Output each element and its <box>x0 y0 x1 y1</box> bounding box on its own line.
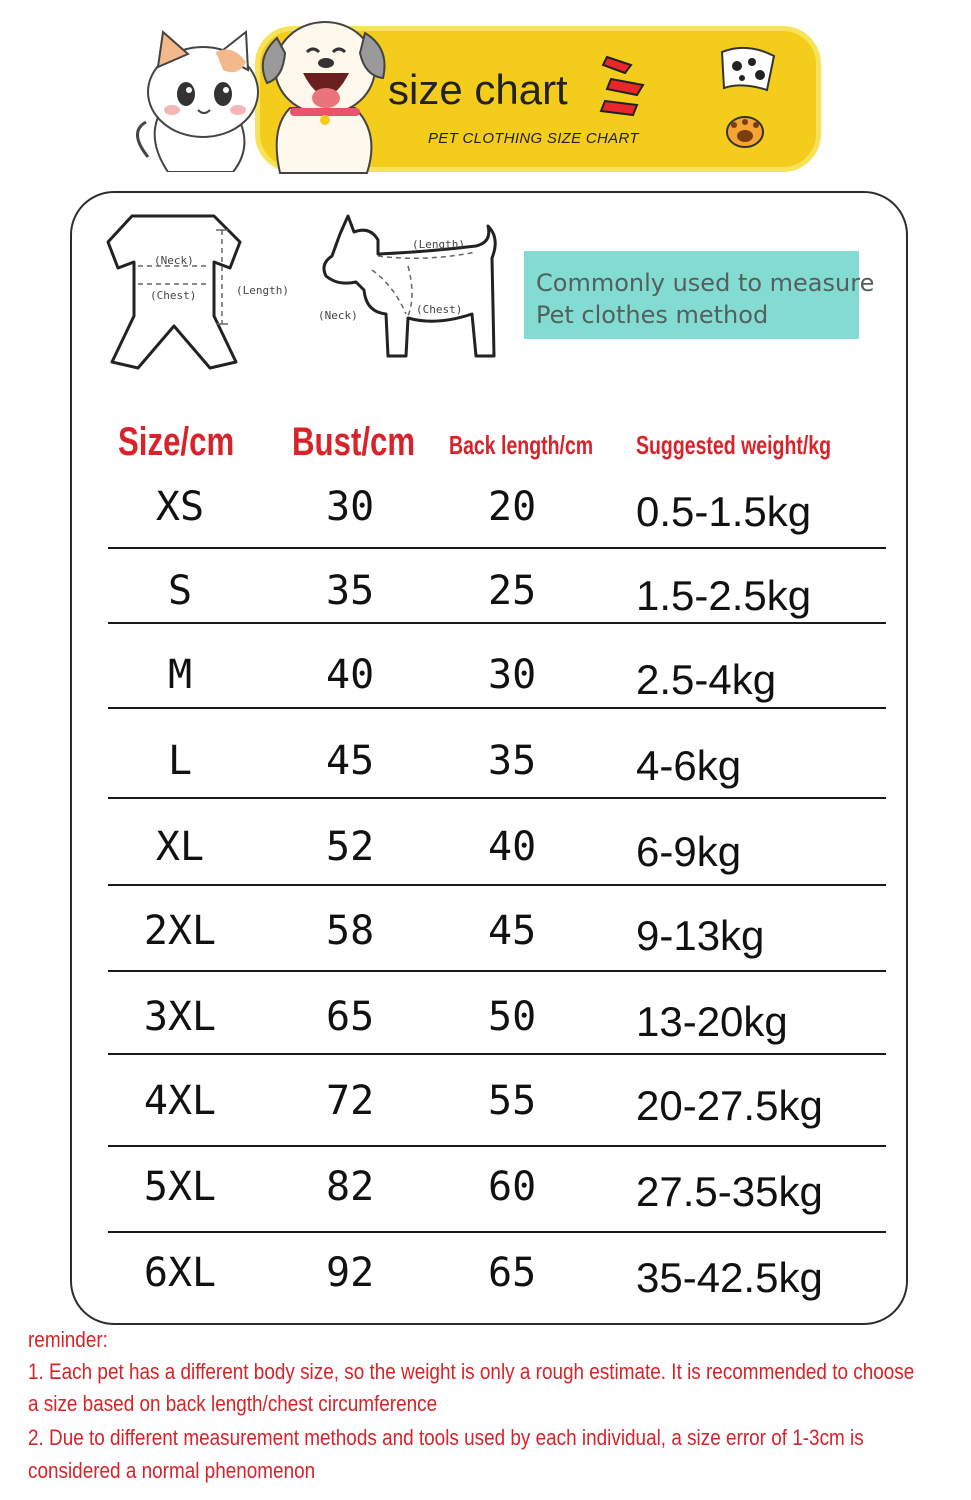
banner-title: size chart <box>388 66 568 113</box>
cell-size: 3XL <box>143 994 217 1040</box>
dog-diagram <box>316 206 506 366</box>
cell-back: 20 <box>488 484 537 530</box>
dog-neck-label: (Neck) <box>318 309 358 322</box>
cell-back: 45 <box>488 908 537 954</box>
garment-neck-label: (Neck) <box>154 254 194 267</box>
header-bust: Bust/cm <box>292 420 416 464</box>
cell-size: 5XL <box>143 1164 217 1210</box>
cell-weight: 27.5-35kg <box>636 1168 823 1215</box>
row-divider <box>108 547 886 549</box>
garment-chest-label: (Chest) <box>150 289 197 302</box>
cell-size: XL <box>155 824 205 870</box>
dog-length-label: (Length) <box>412 238 465 251</box>
reminder-line-4: considered a normal phenomenon <box>28 1458 316 1483</box>
cell-back: 30 <box>488 652 537 698</box>
header-suggested-weight: Suggested weight/kg <box>636 430 832 460</box>
cell-back: 60 <box>488 1164 537 1210</box>
cell-weight: 9-13kg <box>636 912 765 959</box>
row-divider <box>108 797 886 799</box>
cell-bust: 58 <box>326 908 375 954</box>
cell-weight: 4-6kg <box>636 742 742 789</box>
cell-weight: 0.5-1.5kg <box>636 488 812 535</box>
cell-back: 65 <box>488 1250 537 1296</box>
cell-size: L <box>167 738 193 784</box>
cell-bust: 72 <box>326 1078 375 1124</box>
cell-bust: 40 <box>326 652 375 698</box>
reminder-line-3: 2. Due to different measurement methods and tools used by each individual, a size error of 1-3cm is <box>28 1425 864 1450</box>
row-divider <box>108 622 886 624</box>
cell-weight: 6-9kg <box>636 828 742 875</box>
garment-diagram <box>102 206 312 376</box>
garment-length-label: (Length) <box>236 284 289 297</box>
cell-bust: 52 <box>326 824 375 870</box>
cell-back: 35 <box>488 738 537 784</box>
row-divider <box>108 1053 886 1055</box>
cell-bust: 82 <box>326 1164 375 1210</box>
dog-chest-label: (Chest) <box>416 303 463 316</box>
cell-bust: 65 <box>326 994 375 1040</box>
row-divider <box>108 884 886 886</box>
cell-size: XS <box>155 484 205 530</box>
header-back-length: Back length/cm <box>449 430 594 460</box>
measure-method-line-2: Pet clothes method <box>536 301 769 329</box>
cell-bust: 35 <box>326 568 375 614</box>
row-divider <box>108 1145 886 1147</box>
cell-weight: 35-42.5kg <box>636 1254 823 1301</box>
reminder-line-2: a size based on back length/chest circumference <box>28 1391 438 1416</box>
dog-mascot-icon <box>255 8 390 178</box>
row-divider <box>108 970 886 972</box>
cell-bust: 30 <box>326 484 375 530</box>
cell-size: 4XL <box>143 1078 217 1124</box>
cell-size: 2XL <box>143 908 217 954</box>
header-size: Size/cm <box>118 420 235 464</box>
reminder-line-1: 1. Each pet has a different body size, so the weight is only a rough estimate. It is recommended to choose <box>28 1359 915 1384</box>
row-divider <box>108 707 886 709</box>
banner-subtitle: PET CLOTHING SIZE CHART <box>428 130 639 147</box>
row-divider <box>108 1231 886 1233</box>
cell-weight: 1.5-2.5kg <box>636 572 812 619</box>
cell-back: 40 <box>488 824 537 870</box>
reminder-title: reminder: <box>28 1327 108 1352</box>
cell-size: M <box>167 652 193 698</box>
cell-back: 25 <box>488 568 537 614</box>
measure-method-note <box>524 251 875 339</box>
cell-bust: 45 <box>326 738 375 784</box>
cell-bust: 92 <box>326 1250 375 1296</box>
cell-back: 55 <box>488 1078 537 1124</box>
paw-print-icon <box>712 42 782 157</box>
cell-size: 6XL <box>143 1250 217 1296</box>
lightning-icon <box>597 55 649 117</box>
cell-weight: 13-20kg <box>636 998 788 1045</box>
measure-method-line-1: Commonly used to measure <box>536 269 875 297</box>
cell-weight: 20-27.5kg <box>636 1082 823 1129</box>
cell-size: S <box>167 568 193 614</box>
cell-weight: 2.5-4kg <box>636 656 777 703</box>
cell-back: 50 <box>488 994 537 1040</box>
